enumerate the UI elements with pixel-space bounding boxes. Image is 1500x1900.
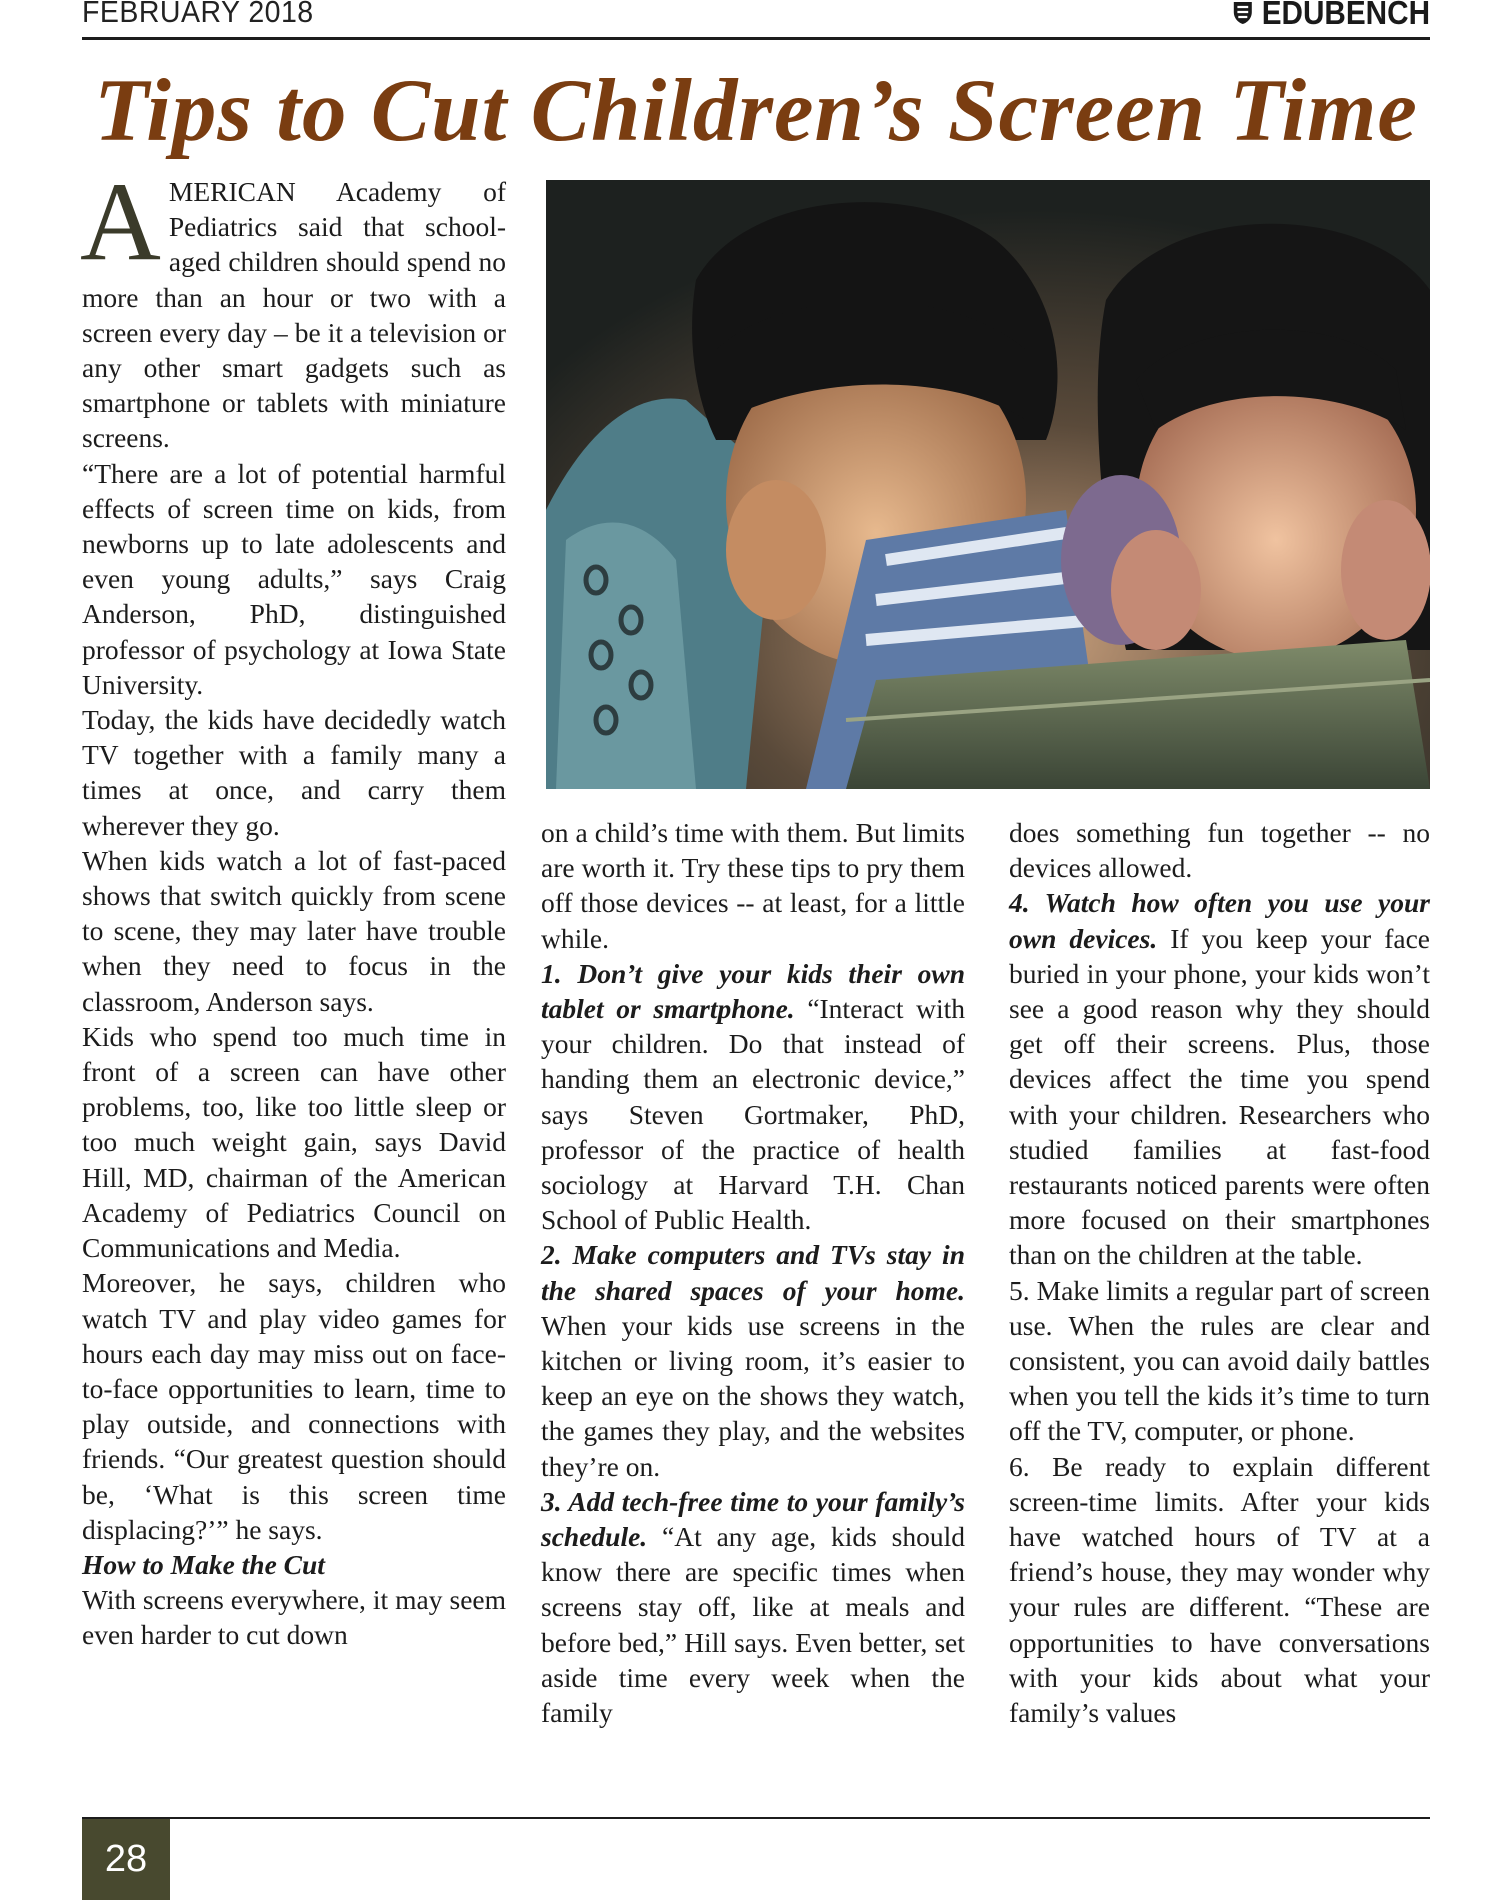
- bottom-rule: [82, 1817, 1430, 1819]
- tip-4: [1009, 885, 1430, 1272]
- tip-3-heading: 3. Add tech-free time to your family’s schedule.: [541, 1485, 965, 1553]
- tip-6: 6. Be ready to explain different screen-time limits. After your kids have watched hours of TV at a friend’s house, they may wonder why your rules are different. “These are opportunities to have conversations with your kids about what your family’s values: [1009, 1450, 1430, 1729]
- paragraph: “There are a lot of potential harmful effects of screen time on kids, from newborns up to late adolescents and even young adults,” says Craig Anderson, PhD, distinguished professor of psychology at Iowa State University.: [82, 457, 506, 700]
- tip-1-heading: 1. Don’t give your kids their own tablet or smartphone.: [541, 957, 965, 1025]
- paragraph: Kids who spend too much time in front of a screen can have other problems, too, like too little sleep or too much weight gain, says David Hill, MD, chairman of the American Academy of Pediatrics Council on Communications and Media.: [82, 1020, 506, 1264]
- article-photo: [546, 180, 1430, 789]
- drop-cap: A: [80, 160, 161, 284]
- intro-text: MERICAN Academy of Pediatrics said that school-aged children should spend no more than an hour or two with a screen every day – be it a television or any other smart gadgets such as smartphone or tablets with miniature screens.: [82, 176, 506, 454]
- paragraph: With screens everywhere, it may seem even harder to cut down: [82, 1584, 506, 1651]
- tip-1-body: “Interact with your children. Do that instead of handing them an electronic device,” says Steven Gortmaker, PhD, professor of the practice of health sociology at Harvard T.H. Chan School of Public Health.: [541, 993, 965, 1236]
- paragraph: Today, the kids have decidedly watch TV together with a family many a times at once, and carry them wherever they go.: [82, 704, 506, 841]
- paragraph: Moreover, he says, children who watch TV and play video games for hours each day may miss out on face-to-face opportunities to learn, time to play outside, and connections with friends. “Our greatest question should be, ‘What is this screen time displacing?’” he says.: [82, 1267, 506, 1545]
- tip-2-body: When your kids use screens in the kitchen or living room, it’s easier to keep an eye on the shows they watch, the games they play, and the websites they’re on.: [541, 1309, 965, 1482]
- header-date: FEBRUARY 2018: [82, 0, 314, 29]
- tip-1: [541, 956, 965, 1238]
- top-rule: [82, 37, 1430, 40]
- tip-3-body: “At any age, kids should know there are specific times when screens stay off, like at meals and before bed,” Hill says. Even better, set aside time every week when the family: [541, 1521, 966, 1729]
- page-number: 28: [82, 1819, 170, 1900]
- brand-logo: [1233, 0, 1430, 32]
- tip-2-heading: 2. Make computers and TVs stay in the shared spaces of your home.: [541, 1239, 965, 1306]
- tip-5: 5. Make limits a regular part of screen use. When the rules are clear and consistent, you can avoid daily battles when you tell the kids it’s time to turn off the TV, computer, or phone.: [1009, 1274, 1430, 1447]
- tip-3: [541, 1484, 965, 1730]
- paragraph: When kids watch a lot of fast-paced shows that switch quickly from scene to scene, they may later have trouble when they need to focus in the classroom, Anderson says.: [82, 844, 506, 1017]
- tip-2: [541, 1237, 965, 1483]
- paragraph: on a child’s time with them. But limits are worth it. Try these tips to pry them off those devices -- at least, for a little while.: [541, 817, 965, 954]
- article-title: Tips to Cut Children’s Screen Time: [94, 62, 1418, 160]
- paragraph: does something fun together -- no devices allowed.: [1009, 817, 1430, 884]
- tip-4-body: If you keep your face buried in your phone, your kids won’t see a good reason why they should get off their screens. Plus, those devices affect the time you spend with your children. Researchers who studied families at fast-food restaurants noticed parents were often more focused on their smartphones than on the children at the table.: [1009, 922, 1430, 1271]
- section-subhead: How to Make the Cut: [82, 1548, 325, 1580]
- article-column-2: [541, 815, 965, 1730]
- brand-name: EDUBENCH: [1261, 0, 1430, 31]
- shield-icon: [1233, 1, 1253, 25]
- article-column-1: [80, 160, 506, 1653]
- tip-4-heading: 4. Watch how often you use your own devices.: [1009, 887, 1430, 954]
- article-column-3: [1009, 815, 1430, 1730]
- intro-paragraph: [80, 160, 506, 456]
